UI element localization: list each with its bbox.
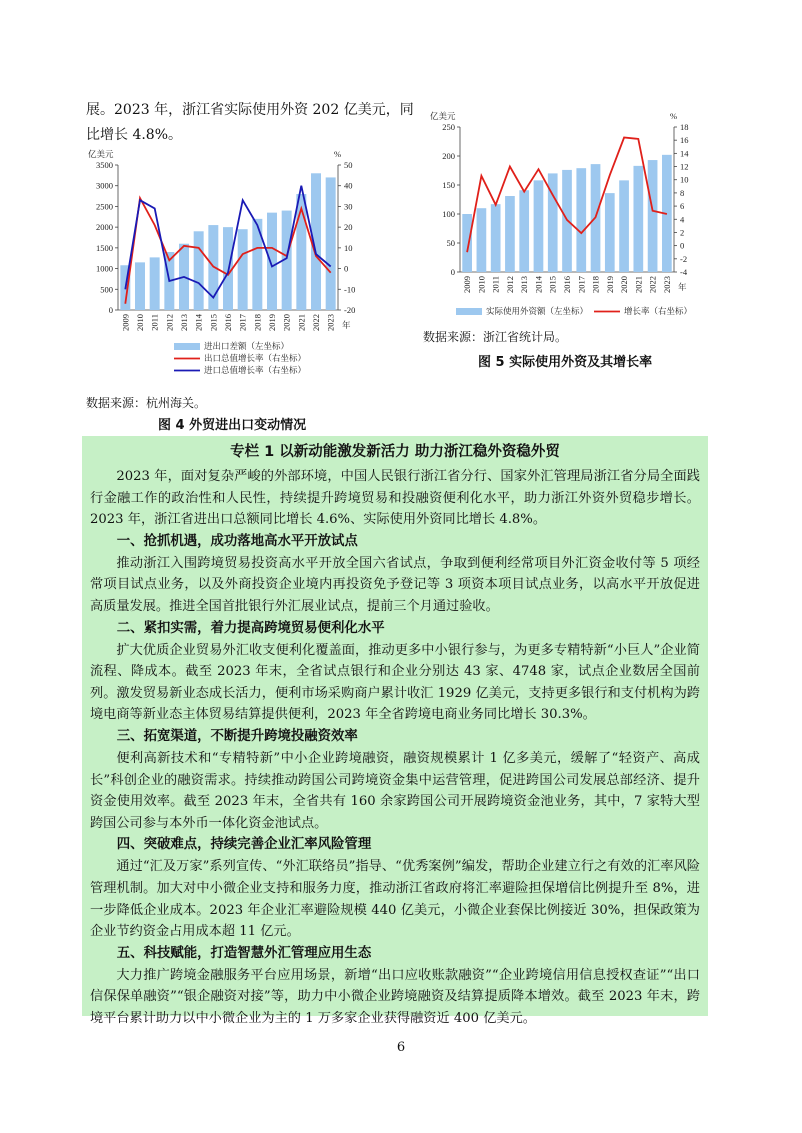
box-paragraph: 大力推广跨境金融服务平台应用场景，新增“出口应收账款融资”“企业跨境信用信息授权查证”“出口信保保单融资”“银企融资对接”等，助力中小微企业跨境融资及结算提质降本增效。截至 2023 年末，跨境平台累计助力以中小微企业为主的 1 万多家企业获得融资近 400 亿美元。	[90, 967, 700, 1026]
left-tick-label: 1500	[96, 242, 113, 253]
x-tick-label: 2009	[120, 314, 131, 331]
box-paragraph: 推动浙江入围跨境贸易投资高水平开放全国六省试点，争取到便利经常项目外汇资金收付等 5 项经常项目试点业务，以及外商投资企业境内再投资免予登记等 3 项资本项目试点业务，以高水平开放促进高质量发展。推进全国首批银行外汇展业试点，提前三个月通过验收。	[90, 555, 700, 614]
right-tick-label: -10	[344, 284, 356, 295]
chart-bar	[648, 160, 658, 272]
chart-fig4	[84, 148, 374, 388]
right-tick-label: 0	[344, 263, 349, 274]
x-tick-label: 2014	[533, 276, 544, 293]
right-tick-label: 14	[680, 148, 689, 159]
chart-bar	[477, 208, 487, 272]
left-tick-label: 3500	[96, 160, 113, 170]
chart-bar	[135, 262, 145, 310]
x-tick-label: 2015	[208, 314, 219, 331]
legend-swatch	[174, 343, 200, 350]
fig5-caption: 图 5 实际使用外资及其增长率	[478, 355, 653, 370]
x-tick-label: 2023	[325, 314, 336, 331]
left-tick-label: 500	[100, 284, 113, 295]
fig5-source: 数据来源：浙江省统计局。	[423, 330, 568, 344]
legend-label: 增长率（右坐标）	[624, 306, 693, 316]
chart-bar	[576, 168, 586, 272]
x-tick-label: 2009	[462, 276, 473, 293]
x-tick-label: 2020	[619, 276, 630, 293]
x-tick-label: 2019	[604, 276, 615, 293]
x-tick-label: 2021	[296, 314, 307, 331]
right-tick-label: 20	[344, 222, 353, 233]
right-tick-label: 0	[680, 240, 685, 251]
legend-label: 进出口差额（左坐标）	[204, 341, 290, 351]
x-tick-label: 2013	[179, 314, 189, 331]
x-tick-label: 2012	[164, 314, 175, 331]
x-unit-label: 年	[342, 320, 351, 330]
legend-swatch	[456, 308, 482, 315]
figure-4	[84, 148, 374, 388]
left-unit-label: 亿美元	[430, 111, 456, 121]
legend-label: 出口总值增长率（右坐标）	[204, 353, 307, 363]
left-tick-label: 100	[442, 209, 455, 219]
box-paragraph: 2023 年，面对复杂严峻的外部环境，中国人民银行浙江省分行、国家外汇管理局浙江省分局全面践行金融工作的政治性和人民性，持续提升跨境贸易和投融资便利化水平，助力浙江外资外贸稳步增长。2023 年，浙江省进出口总额同比增长 4.6%、实际使用外资同比增长 4.8%。	[90, 469, 700, 528]
left-unit-label: 亿美元	[88, 149, 114, 159]
box-paragraph: 扩大优质企业贸易外汇收支便利化覆盖面，推动更多中小银行参与，为更多专精特新“小巨人”企业简流程、降成本。截至 2023 年末，全省试点银行和企业分别达 43 家、4748 家，试点企业数居全国前列。激发贸易新业态成长活力，便利市场采购商户累计收汇 1929 亿美元，支持更多银行和支付机构为跨境电商等新业态主体贸易结算提供便利，2023 年全省跨境电商业务同比增长 30.3%。	[90, 642, 700, 723]
x-tick-label: 2011	[490, 276, 501, 293]
x-tick-label: 2011	[149, 314, 160, 331]
page-number: 6	[396, 1040, 406, 1055]
section-heading: 二、紧扣实需，着力提高跨境贸易便利化水平	[116, 620, 385, 636]
chart-fig5	[426, 100, 706, 325]
x-tick-label: 2022	[647, 276, 658, 293]
left-tick-label: 150	[442, 180, 455, 190]
column-box	[82, 436, 708, 1026]
box-title: 专栏 1 以新动能激发新活力 助力浙江稳外资稳外贸	[230, 444, 560, 460]
chart-bar	[619, 180, 629, 272]
chart-bar	[267, 213, 277, 310]
right-tick-label: -4	[680, 267, 688, 277]
legend-label: 进口总值增长率（右坐标）	[204, 365, 307, 375]
left-tick-label: 3000	[96, 180, 113, 191]
x-tick-label: 2017	[576, 276, 587, 293]
chart-bar	[462, 214, 472, 272]
chart-bar	[534, 180, 544, 272]
fig4-source: 数据来源：杭州海关。	[86, 396, 207, 410]
x-tick-label: 2022	[311, 314, 321, 331]
x-tick-label: 2018	[252, 314, 263, 331]
chart-bar	[519, 190, 529, 272]
right-tick-label: 40	[344, 180, 353, 191]
right-tick-label: 2	[680, 227, 685, 238]
section-heading: 三、拓宽渠道，不断提升跨境投融资效率	[116, 728, 358, 744]
chart-bar	[194, 231, 204, 310]
right-tick-label: -20	[344, 305, 356, 315]
left-tick-label: 200	[442, 151, 455, 161]
fig4-caption: 图 4 外贸进出口变动情况	[158, 418, 307, 433]
right-tick-label: 12	[680, 161, 689, 172]
chart-bar	[326, 177, 336, 310]
x-tick-label: 2020	[281, 314, 292, 331]
left-tick-label: 2000	[96, 222, 113, 233]
left-tick-label: 0	[108, 305, 113, 315]
x-tick-label: 2012	[504, 276, 515, 293]
right-tick-label: 10	[680, 174, 689, 185]
x-tick-label: 2010	[135, 314, 145, 331]
intro-paragraph: 展。2023 年，浙江省实际使用外资 202 亿美元，同比增长 4.8%。	[86, 102, 414, 143]
box-paragraph: 便利高新技术和“专精特新”中小企业跨境融资，融资规模累计 1 亿多美元，缓解了“轻资产、高成长”科创企业的融资需求。持续推动跨国公司跨境资金集中运营管理，促进跨国公司发展总部经济、提升资金使用效率。截至 2023 年末，全省共有 160 余家跨国公司开展跨境资金池业务，其中，7 家特大型跨国公司参与本外币一体化资金池试点。	[90, 750, 700, 831]
right-unit-label: %	[334, 149, 342, 159]
x-tick-label: 2019	[267, 314, 277, 331]
right-tick-label: -2	[680, 253, 688, 264]
x-tick-label: 2023	[661, 276, 672, 293]
left-tick-label: 0	[450, 267, 455, 277]
section-heading: 四、突破难点，持续完善企业汇率风险管理	[116, 837, 372, 853]
chart-bar	[505, 196, 515, 272]
right-tick-label: 50	[344, 160, 353, 170]
x-tick-label: 2013	[519, 276, 530, 293]
right-tick-label: 8	[680, 187, 685, 198]
x-tick-label: 2018	[590, 276, 601, 293]
legend-label: 实际使用外资额（左坐标）	[486, 306, 589, 316]
chart-bar	[238, 229, 248, 310]
right-unit-label: %	[670, 111, 678, 121]
chart-bar	[633, 166, 643, 272]
left-tick-label: 50	[446, 238, 455, 248]
left-tick-label: 1000	[96, 263, 113, 274]
right-tick-label: 6	[680, 201, 685, 212]
right-tick-label: 10	[344, 242, 353, 253]
x-tick-label: 2021	[633, 276, 644, 293]
right-tick-label: 4	[680, 214, 685, 225]
chart-bar	[150, 257, 160, 310]
x-unit-label: 年	[678, 282, 687, 292]
right-tick-label: 18	[680, 122, 689, 132]
x-tick-label: 2015	[547, 276, 558, 293]
box-paragraph: 通过“汇及万家”系列宣传、“外汇联络员”指导、“优秀案例”编发，帮助企业建立行之有效的汇率风险管理机制。加大对中小微企业支持和服务力度，推动浙江省政府将汇率避险担保增信比例提升至 8%，进一步降低企业成本。2023 年企业汇率避险规模 440 亿美元，小微企业套保比例接近 30%，担保政策为企业节约资金占用成本超 11 亿元。	[90, 859, 700, 940]
x-tick-label: 2016	[562, 276, 572, 293]
x-tick-label: 2017	[237, 314, 248, 331]
section-heading: 五、科技赋能，打造智慧外汇管理应用生态	[116, 945, 372, 961]
figure-5	[426, 100, 706, 325]
chart-bar	[491, 204, 501, 272]
right-tick-label: 16	[680, 135, 689, 146]
section-heading: 一、抢抓机遇，成功落地高水平开放试点	[116, 533, 358, 549]
x-tick-label: 2010	[476, 276, 487, 293]
right-tick-label: 30	[344, 201, 353, 212]
chart-bar	[605, 193, 615, 272]
left-tick-label: 250	[442, 122, 455, 132]
x-tick-label: 2016	[223, 314, 233, 331]
x-tick-label: 2014	[193, 314, 204, 331]
left-tick-label: 2500	[96, 201, 113, 212]
